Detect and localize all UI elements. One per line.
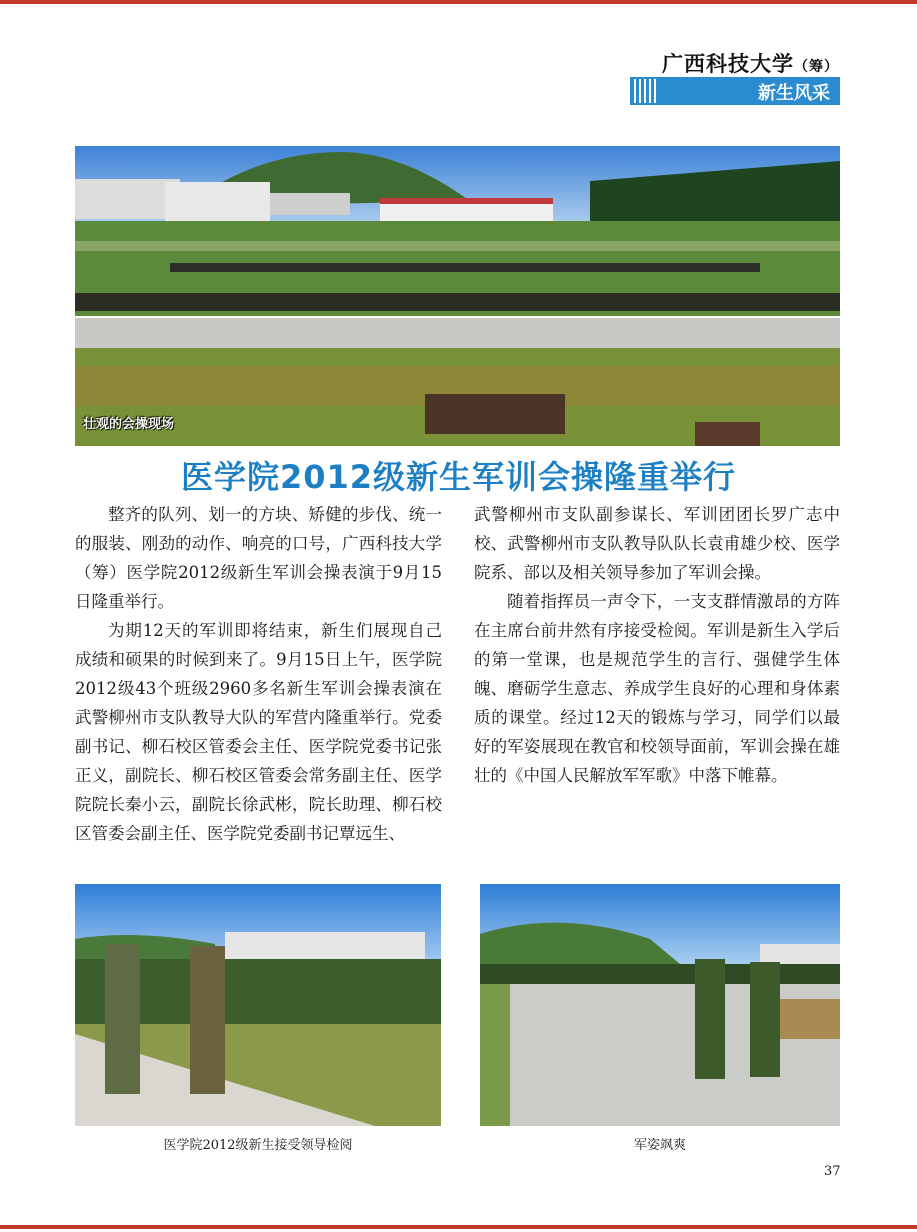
right-photo-caption: 军姿飒爽 xyxy=(633,1138,686,1153)
university-name: 广西科技大学 xyxy=(662,52,794,76)
section-label: 新生风采 xyxy=(758,83,830,104)
march-photo xyxy=(480,884,840,1126)
left-photo-caption: 医学院2012级新生接受领导检阅 xyxy=(163,1138,353,1153)
masthead xyxy=(662,48,839,78)
top-rule xyxy=(0,0,917,4)
drill-field-photo xyxy=(75,146,840,446)
main-photo-caption: 壮观的会操现场 xyxy=(83,417,175,432)
section-banner xyxy=(630,77,840,105)
paragraph: 整齐的队列、划一的方块、矫健的步伐、统一的服装、刚劲的动作、响亮的口号，广西科技大学（筹）医学院2012级新生军训会操表演于9月15日隆重举行。 xyxy=(75,505,442,611)
university-paren: （筹） xyxy=(794,59,839,75)
inspection-photo-image xyxy=(75,884,441,1126)
march-photo-image xyxy=(480,884,840,1126)
paragraph: 为期12天的军训即将结束，新生们展现自己成绩和硕果的时候到来了。9月15日上午，医学院 2012级43个班级2960多名新生军训会操表演在武警柳州市支队教导大队的军营内隆重举行。党委副书记、柳石校区管委会主任、医学院党委书记张正义，副院长、柳石校区管委会常务副主任、医学院院长秦小云，副院长徐武彬，院长助理、柳石校区管委会副主任、医学院党委副书记覃远生、 xyxy=(75,621,442,843)
page-number: 37 xyxy=(824,1164,841,1179)
article-column-right xyxy=(474,500,840,790)
bottom-rule xyxy=(0,1225,917,1229)
masthead-university xyxy=(662,48,839,78)
article-column-left xyxy=(75,500,442,848)
inspection-photo xyxy=(75,884,441,1126)
article-title: 医学院2012级新生军训会操隆重举行 xyxy=(180,458,737,496)
paragraph: 随着指挥员一声令下，一支支群情激昂的方阵在主席台前井然有序接受检阅。军训是新生入学后的第一堂课，也是规范学生的言行、强健学生体魄、磨砺学生意志、养成学生良好的心理和身体素质的课堂。经过12天的锻炼与学习，同学们以最好的军姿展现在教官和校领导面前，军训会操在雄壮的《中国人民解放军军歌》中落下帷幕。 xyxy=(474,592,840,785)
paragraph: 武警柳州市支队副参谋长、军训团团长罗广志中校、武警柳州市支队教导队队长袁甫雄少校、医学院系、部以及相关领导参加了军训会操。 xyxy=(474,505,840,582)
banner-stripes xyxy=(634,79,658,103)
main-photo xyxy=(75,146,840,446)
